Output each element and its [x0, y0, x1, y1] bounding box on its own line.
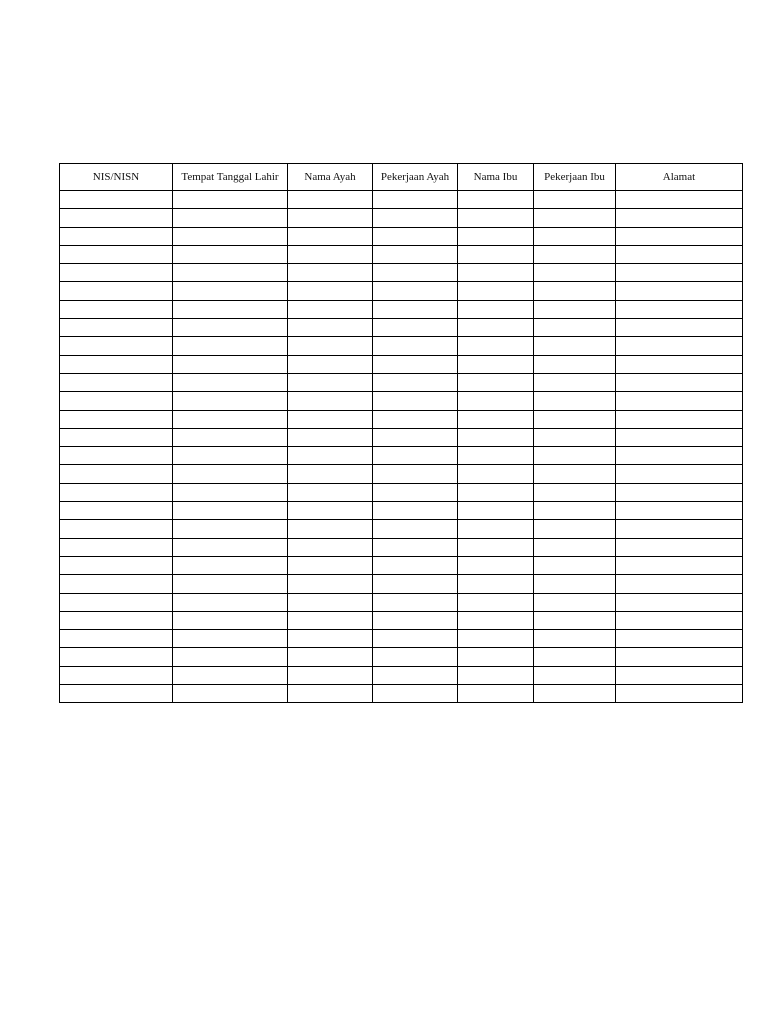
table-cell-nis-nisn [60, 282, 173, 300]
table-cell-tempat-tanggal-lahir [173, 447, 288, 465]
table-cell-nama-ibu [458, 337, 534, 355]
table-row [60, 300, 743, 318]
table-row [60, 502, 743, 520]
table-cell-nama-ibu [458, 319, 534, 337]
table-cell-nama-ibu [458, 520, 534, 538]
table-cell-pekerjaan-ibu [534, 556, 616, 574]
table-cell-nama-ibu [458, 209, 534, 227]
table-cell-nama-ayah [288, 392, 373, 410]
table-body [60, 191, 743, 703]
table-row [60, 191, 743, 209]
table-cell-nama-ibu [458, 410, 534, 428]
table-cell-nis-nisn [60, 392, 173, 410]
table-cell-pekerjaan-ayah [373, 392, 458, 410]
table-cell-pekerjaan-ayah [373, 502, 458, 520]
table-cell-pekerjaan-ayah [373, 465, 458, 483]
table-cell-tempat-tanggal-lahir [173, 666, 288, 684]
table-cell-nis-nisn [60, 685, 173, 703]
table-cell-nama-ayah [288, 666, 373, 684]
table-cell-nama-ayah [288, 191, 373, 209]
table-cell-pekerjaan-ibu [534, 428, 616, 446]
table-cell-tempat-tanggal-lahir [173, 648, 288, 666]
table-cell-nama-ibu [458, 355, 534, 373]
table-cell-alamat [616, 355, 743, 373]
table-cell-pekerjaan-ibu [534, 300, 616, 318]
column-header-pekerjaan-ayah: Pekerjaan Ayah [373, 164, 458, 191]
table-cell-nis-nisn [60, 300, 173, 318]
table-cell-alamat [616, 685, 743, 703]
table-cell-nama-ayah [288, 630, 373, 648]
table-row [60, 264, 743, 282]
table-cell-pekerjaan-ibu [534, 209, 616, 227]
table-cell-tempat-tanggal-lahir [173, 685, 288, 703]
table-cell-nis-nisn [60, 428, 173, 446]
table-cell-nama-ayah [288, 300, 373, 318]
table-row [60, 282, 743, 300]
table-cell-pekerjaan-ibu [534, 666, 616, 684]
table-cell-alamat [616, 209, 743, 227]
table-cell-nama-ayah [288, 556, 373, 574]
table-cell-tempat-tanggal-lahir [173, 538, 288, 556]
table-row [60, 319, 743, 337]
table-cell-pekerjaan-ayah [373, 319, 458, 337]
table-cell-nama-ayah [288, 373, 373, 391]
table-cell-pekerjaan-ayah [373, 337, 458, 355]
table-cell-nama-ibu [458, 575, 534, 593]
table-cell-pekerjaan-ayah [373, 556, 458, 574]
table-row [60, 227, 743, 245]
table-cell-pekerjaan-ibu [534, 630, 616, 648]
table-cell-nama-ibu [458, 447, 534, 465]
table-cell-nama-ibu [458, 191, 534, 209]
table-cell-nama-ayah [288, 209, 373, 227]
table-cell-pekerjaan-ibu [534, 648, 616, 666]
table-cell-nis-nisn [60, 319, 173, 337]
table-cell-pekerjaan-ayah [373, 373, 458, 391]
table-cell-nis-nisn [60, 538, 173, 556]
table-cell-pekerjaan-ibu [534, 373, 616, 391]
table-cell-alamat [616, 575, 743, 593]
table-row [60, 520, 743, 538]
table-cell-nis-nisn [60, 648, 173, 666]
table-cell-nis-nisn [60, 575, 173, 593]
table-cell-nama-ibu [458, 538, 534, 556]
table-row [60, 538, 743, 556]
table-cell-nama-ayah [288, 264, 373, 282]
table-row [60, 337, 743, 355]
table-row [60, 465, 743, 483]
table-cell-nama-ibu [458, 630, 534, 648]
table-cell-alamat [616, 300, 743, 318]
table-cell-nis-nisn [60, 191, 173, 209]
table-cell-pekerjaan-ibu [534, 410, 616, 428]
table-cell-nama-ayah [288, 465, 373, 483]
table-cell-nama-ibu [458, 556, 534, 574]
table-cell-nama-ibu [458, 300, 534, 318]
table-row [60, 483, 743, 501]
table-cell-pekerjaan-ayah [373, 447, 458, 465]
table-cell-nis-nisn [60, 593, 173, 611]
table-cell-alamat [616, 502, 743, 520]
table-cell-pekerjaan-ayah [373, 593, 458, 611]
table-cell-alamat [616, 483, 743, 501]
table-cell-nama-ibu [458, 428, 534, 446]
table-cell-tempat-tanggal-lahir [173, 611, 288, 629]
table-cell-tempat-tanggal-lahir [173, 191, 288, 209]
table-cell-pekerjaan-ibu [534, 685, 616, 703]
table-cell-nama-ayah [288, 355, 373, 373]
table-row [60, 373, 743, 391]
table-cell-nis-nisn [60, 264, 173, 282]
table-cell-nis-nisn [60, 209, 173, 227]
table-cell-pekerjaan-ibu [534, 502, 616, 520]
table-cell-nis-nisn [60, 447, 173, 465]
table-cell-tempat-tanggal-lahir [173, 337, 288, 355]
table-cell-nama-ayah [288, 502, 373, 520]
table-row [60, 685, 743, 703]
table-cell-pekerjaan-ayah [373, 538, 458, 556]
table-cell-nama-ayah [288, 575, 373, 593]
table-cell-alamat [616, 373, 743, 391]
table-cell-pekerjaan-ayah [373, 648, 458, 666]
table-cell-alamat [616, 392, 743, 410]
table-cell-nis-nisn [60, 337, 173, 355]
table-cell-nama-ayah [288, 337, 373, 355]
table-cell-nama-ayah [288, 245, 373, 263]
table-cell-pekerjaan-ayah [373, 300, 458, 318]
table-cell-nama-ayah [288, 685, 373, 703]
table-cell-nis-nisn [60, 373, 173, 391]
table-cell-tempat-tanggal-lahir [173, 355, 288, 373]
table-cell-pekerjaan-ayah [373, 483, 458, 501]
table-cell-nis-nisn [60, 227, 173, 245]
table-cell-alamat [616, 337, 743, 355]
table-header-row [60, 164, 743, 191]
table-cell-pekerjaan-ibu [534, 245, 616, 263]
table-row [60, 245, 743, 263]
table-cell-tempat-tanggal-lahir [173, 264, 288, 282]
table-cell-nama-ayah [288, 282, 373, 300]
table-cell-alamat [616, 593, 743, 611]
table-cell-alamat [616, 191, 743, 209]
table-cell-pekerjaan-ibu [534, 575, 616, 593]
table-row [60, 575, 743, 593]
table-row [60, 355, 743, 373]
table-cell-alamat [616, 465, 743, 483]
table-cell-pekerjaan-ibu [534, 319, 616, 337]
table-cell-pekerjaan-ayah [373, 685, 458, 703]
table-cell-nama-ibu [458, 373, 534, 391]
table-cell-pekerjaan-ibu [534, 520, 616, 538]
table-row [60, 447, 743, 465]
table-cell-pekerjaan-ayah [373, 282, 458, 300]
table-cell-nama-ibu [458, 245, 534, 263]
table-cell-tempat-tanggal-lahir [173, 373, 288, 391]
table-cell-tempat-tanggal-lahir [173, 245, 288, 263]
column-header-nis-nisn: NIS/NISN [60, 164, 173, 191]
table-cell-alamat [616, 245, 743, 263]
table-cell-tempat-tanggal-lahir [173, 575, 288, 593]
table-cell-nis-nisn [60, 245, 173, 263]
table-cell-alamat [616, 611, 743, 629]
table-cell-pekerjaan-ayah [373, 410, 458, 428]
table-cell-tempat-tanggal-lahir [173, 209, 288, 227]
table-cell-nama-ibu [458, 666, 534, 684]
column-header-pekerjaan-ibu: Pekerjaan Ibu [534, 164, 616, 191]
table-cell-tempat-tanggal-lahir [173, 428, 288, 446]
table-cell-tempat-tanggal-lahir [173, 593, 288, 611]
table-cell-tempat-tanggal-lahir [173, 227, 288, 245]
table-cell-nama-ayah [288, 447, 373, 465]
table-cell-pekerjaan-ayah [373, 264, 458, 282]
table-row [60, 593, 743, 611]
table-cell-tempat-tanggal-lahir [173, 556, 288, 574]
table-cell-nis-nisn [60, 465, 173, 483]
table-cell-pekerjaan-ibu [534, 227, 616, 245]
table-cell-pekerjaan-ibu [534, 191, 616, 209]
table-cell-tempat-tanggal-lahir [173, 502, 288, 520]
table-cell-pekerjaan-ibu [534, 611, 616, 629]
column-header-alamat: Alamat [616, 164, 743, 191]
table-cell-nis-nisn [60, 611, 173, 629]
column-header-tempat-tanggal-lahir: Tempat Tanggal Lahir [173, 164, 288, 191]
table-cell-pekerjaan-ibu [534, 465, 616, 483]
table-cell-nama-ibu [458, 282, 534, 300]
table-cell-pekerjaan-ibu [534, 282, 616, 300]
table-cell-nama-ayah [288, 593, 373, 611]
table-cell-nis-nisn [60, 630, 173, 648]
table-cell-tempat-tanggal-lahir [173, 282, 288, 300]
table-cell-pekerjaan-ibu [534, 447, 616, 465]
table-cell-pekerjaan-ayah [373, 666, 458, 684]
table-cell-alamat [616, 410, 743, 428]
table-cell-nama-ibu [458, 502, 534, 520]
table-cell-alamat [616, 648, 743, 666]
table-cell-tempat-tanggal-lahir [173, 465, 288, 483]
table-cell-alamat [616, 538, 743, 556]
table-cell-nama-ayah [288, 648, 373, 666]
table-cell-nama-ibu [458, 227, 534, 245]
table-cell-nama-ibu [458, 685, 534, 703]
table-cell-alamat [616, 666, 743, 684]
table-cell-pekerjaan-ayah [373, 575, 458, 593]
table-row [60, 666, 743, 684]
table-cell-tempat-tanggal-lahir [173, 300, 288, 318]
table-cell-alamat [616, 227, 743, 245]
table-cell-pekerjaan-ayah [373, 245, 458, 263]
table-row [60, 410, 743, 428]
table-cell-nis-nisn [60, 410, 173, 428]
table-cell-tempat-tanggal-lahir [173, 392, 288, 410]
table-cell-pekerjaan-ayah [373, 227, 458, 245]
table-cell-pekerjaan-ibu [534, 538, 616, 556]
table-cell-alamat [616, 319, 743, 337]
table-cell-tempat-tanggal-lahir [173, 630, 288, 648]
table-cell-nama-ibu [458, 593, 534, 611]
table-cell-pekerjaan-ibu [534, 392, 616, 410]
table-cell-alamat [616, 282, 743, 300]
column-header-nama-ibu: Nama Ibu [458, 164, 534, 191]
table-cell-nama-ayah [288, 319, 373, 337]
table-cell-nama-ayah [288, 611, 373, 629]
table-cell-nama-ibu [458, 264, 534, 282]
table-cell-nis-nisn [60, 556, 173, 574]
table-cell-nama-ibu [458, 465, 534, 483]
table-cell-pekerjaan-ibu [534, 483, 616, 501]
table-cell-nama-ibu [458, 648, 534, 666]
table-cell-tempat-tanggal-lahir [173, 410, 288, 428]
student-parent-data-table [59, 163, 743, 703]
table-cell-alamat [616, 556, 743, 574]
table-cell-nama-ayah [288, 538, 373, 556]
table-cell-pekerjaan-ayah [373, 520, 458, 538]
table-row [60, 428, 743, 446]
table-row [60, 611, 743, 629]
table-cell-nama-ayah [288, 410, 373, 428]
table-row [60, 648, 743, 666]
table-cell-nis-nisn [60, 355, 173, 373]
table-cell-nama-ibu [458, 392, 534, 410]
table-cell-tempat-tanggal-lahir [173, 319, 288, 337]
table-cell-alamat [616, 447, 743, 465]
table-row [60, 630, 743, 648]
table-cell-alamat [616, 264, 743, 282]
table-cell-pekerjaan-ayah [373, 428, 458, 446]
table-cell-nis-nisn [60, 483, 173, 501]
table-row [60, 556, 743, 574]
table-cell-nama-ayah [288, 428, 373, 446]
table-cell-tempat-tanggal-lahir [173, 520, 288, 538]
table-cell-pekerjaan-ayah [373, 630, 458, 648]
table-cell-nama-ayah [288, 227, 373, 245]
table-row [60, 392, 743, 410]
table-cell-pekerjaan-ibu [534, 264, 616, 282]
table-cell-alamat [616, 630, 743, 648]
table-cell-tempat-tanggal-lahir [173, 483, 288, 501]
table-cell-pekerjaan-ayah [373, 611, 458, 629]
table-cell-pekerjaan-ibu [534, 355, 616, 373]
table-cell-pekerjaan-ayah [373, 209, 458, 227]
table-cell-alamat [616, 428, 743, 446]
table-cell-nis-nisn [60, 502, 173, 520]
table-cell-nis-nisn [60, 666, 173, 684]
table-row [60, 209, 743, 227]
column-header-nama-ayah: Nama Ayah [288, 164, 373, 191]
table-cell-nis-nisn [60, 520, 173, 538]
table-cell-alamat [616, 520, 743, 538]
table-cell-nama-ibu [458, 483, 534, 501]
table-cell-pekerjaan-ibu [534, 593, 616, 611]
table-cell-pekerjaan-ayah [373, 355, 458, 373]
table-cell-pekerjaan-ibu [534, 337, 616, 355]
table-cell-nama-ibu [458, 611, 534, 629]
table-cell-nama-ayah [288, 520, 373, 538]
table-cell-nama-ayah [288, 483, 373, 501]
table-cell-pekerjaan-ayah [373, 191, 458, 209]
